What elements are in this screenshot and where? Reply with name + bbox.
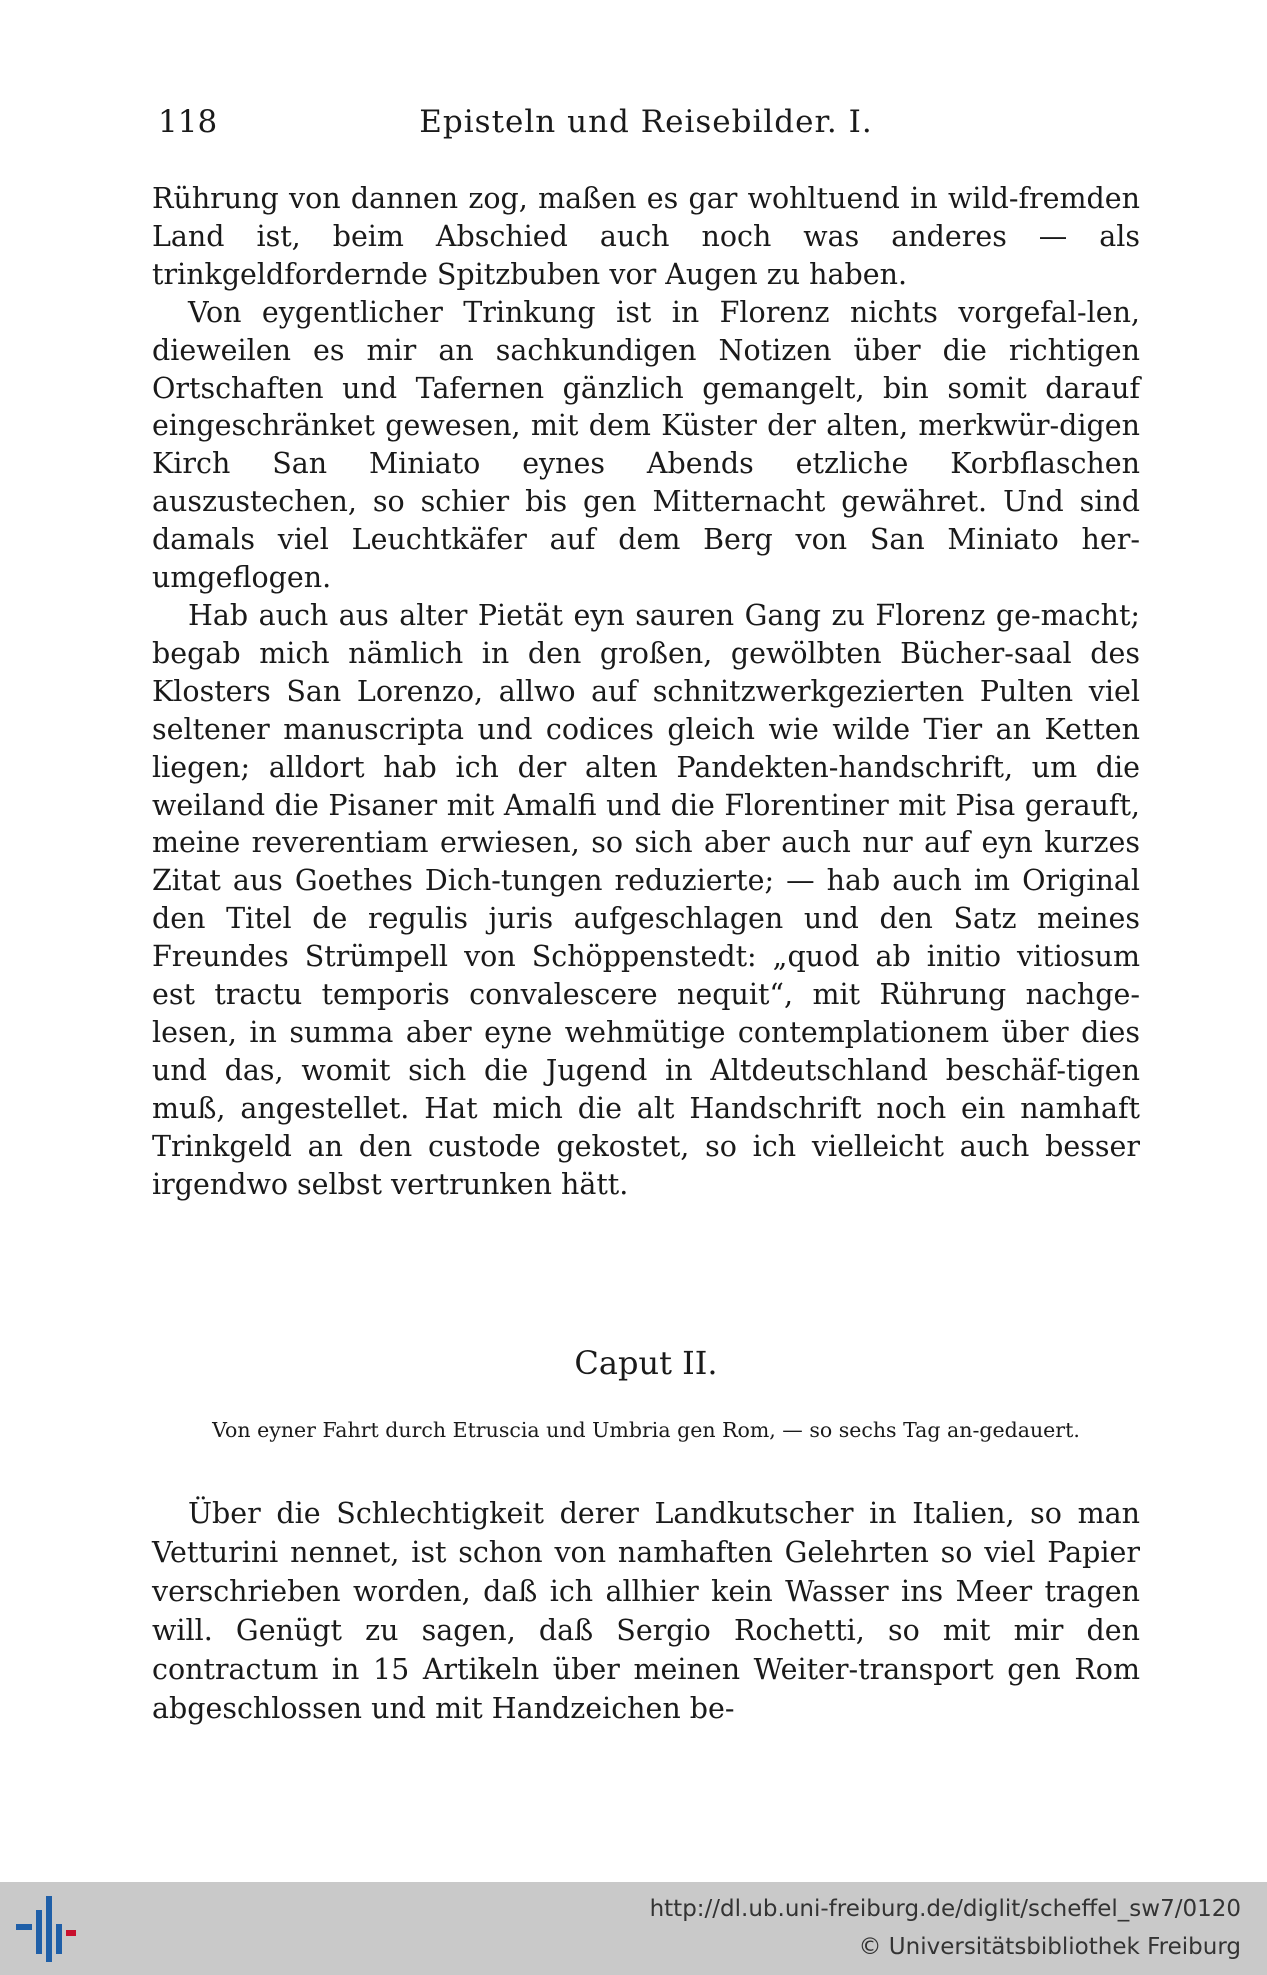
logo-bar-accent (66, 1930, 76, 1936)
logo-bar-stem-1 (36, 1910, 42, 1954)
logo-bar-stem-2 (46, 1896, 52, 1962)
ub-freiburg-logo-icon[interactable] (16, 1896, 76, 1962)
viewer-footer (0, 1882, 1267, 1975)
permalink-url[interactable]: http://dl.ub.uni-freiburg.de/diglit/scheffel_sw7/0120 (649, 1896, 1241, 1922)
chapter-summary: Von eyner Fahrt durch Etruscia und Umbria gen Rom, — so sechs Tag an-gedauert. (212, 1418, 1080, 1442)
paragraph-2: Von eygentlicher Trinkung ist in Florenz nichts vorgefal-len, dieweilen es mir an sachkundigen Notizen über die richtigen Ortschaften und Tafernen gänzlich gemangelt, bin somit darauf eingeschränket gewesen, mit dem Küster der alten, merkwür-digen Kirch San Miniato eynes Abends etzliche Korbflaschen auszustechen, so schier bis gen Mitternacht gewähret. Und sind damals viel Leuchtkäfer auf dem Berg von San Miniato her-umgeflogen. (152, 295, 1140, 595)
logo-bar-stem-3 (56, 1924, 62, 1954)
body-text (152, 180, 1140, 1203)
paragraph-1: Rührung von dannen zog, maßen es gar wohltuend in wild-fremden Land ist, beim Abschied auch noch was anderes — als trinkgeldfordernde Spitzbuben vor Augen zu haben. (152, 182, 1140, 291)
copyright-notice: © Universitätsbibliothek Freiburg (858, 1934, 1241, 1960)
page-header (152, 104, 1140, 152)
chapter-paragraph-1: Über die Schlechtigkeit derer Landkutscher in Italien, so man Vetturini nennet, ist schon von namhaften Gelehrten so viel Papier verschrieben worden, daß ich allhier kein Wasser ins Meer tragen will. Genügt zu sagen, daß Sergio Rochetti, so mit mir den contractum in 15 Artikeln über meinen Weiter-transport gen Rom abgeschlossen und mit Handzeichen be- (152, 1497, 1140, 1725)
paragraph-3: Hab auch aus alter Pietät eyn sauren Gang zu Florenz ge-macht; begab mich nämlich in den großen, gewölbten Bücher-saal des Klosters San Lorenzo, allwo auf schnitzwerkgezierten Pulten viel seltener manuscripta und codices gleich wie wilde Tier an Ketten liegen; alldort hab ich der alten Pandekten-handschrift, um die weiland die Pisaner mit Amalfi und die Florentiner mit Pisa gerauft, meine reverentiam erwiesen, so sich aber auch nur auf eyn kurzes Zitat aus Goethes Dich-tungen reduzierte; — hab auch im Original den Titel de regulis juris aufgeschlagen und den Satz meines Freundes Strümpell von Schöppenstedt: „quod ab initio vitiosum est tractu temporis convalescere nequit“, mit Rührung nachge-lesen, in summa aber eyne wehmütige contemplationem über dies und das, womit sich die Jugend in Altdeutschland beschäf-tigen muß, angestellet. Hat mich die alt Handschrift noch ein namhaft Trinkgeld an den custode gekostet, so ich vielleicht auch besser irgendwo selbst vertrunken hätt. (152, 598, 1140, 1201)
chapter-title: Caput II. (574, 1344, 718, 1382)
chapter-body (152, 1494, 1140, 1728)
logo-bar-left (16, 1924, 32, 1930)
running-head: Episteln und Reisebilder. I. (419, 104, 873, 140)
page-number: 118 (158, 104, 218, 140)
